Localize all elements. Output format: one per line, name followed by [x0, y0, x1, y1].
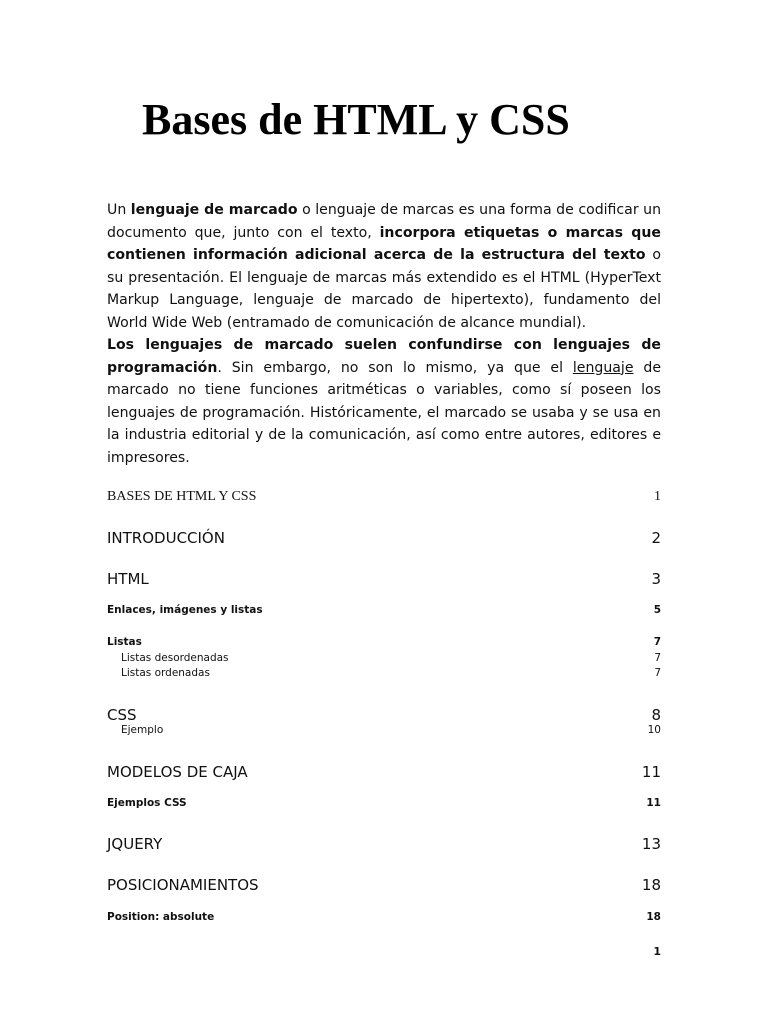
toc-entry-page: 2 — [651, 529, 661, 547]
document-title: Bases de HTML y CSS — [142, 95, 570, 144]
toc-entry-page: 18 — [646, 911, 661, 923]
toc-entry[interactable] — [107, 834, 661, 854]
toc-entry-label: POSICIONAMIENTOS — [107, 876, 259, 894]
toc-entry-page: 11 — [646, 797, 661, 809]
toc-entry[interactable] — [107, 723, 661, 738]
toc-entry-label: Enlaces, imágenes y listas — [107, 604, 263, 616]
toc-entry-page: 5 — [653, 604, 661, 616]
toc-entry[interactable] — [107, 666, 661, 681]
toc-entry[interactable] — [107, 487, 661, 507]
intro-bold-text: lenguaje de marcado — [130, 202, 298, 218]
toc-entry-page: 7 — [654, 667, 661, 679]
toc-entry-page: 10 — [647, 724, 661, 736]
toc-entry-page: 11 — [641, 763, 661, 781]
toc-entry-label: Position: absolute — [107, 911, 215, 923]
intro-bold-text: Los lenguajes de marcado suelen confundirse con lenguajes de programación — [107, 337, 661, 376]
toc-entry-label: Listas ordenadas — [121, 667, 210, 679]
toc-entry-label: INTRODUCCIÓN — [107, 529, 225, 547]
intro-text-run: o lenguaje de marcas es una forma de codificar un documento que, junto con el texto, — [107, 202, 661, 241]
toc-entry-label: Ejemplo — [121, 724, 164, 736]
intro-text-run: de marcado no tiene funciones aritméticas o variables, como sí poseen los lenguajes de programación. Históricamente, el marcado se usaba y se usa en la industria editorial y de la comunicación, así como entre autores, editores e impresores. — [107, 359, 661, 466]
toc-entry-page: 7 — [654, 652, 661, 664]
toc-entry[interactable] — [107, 528, 661, 548]
toc-entry[interactable] — [107, 603, 661, 618]
toc-entry[interactable] — [107, 910, 661, 925]
toc-entry-label: HTML — [107, 570, 149, 588]
toc-entry-label: Listas — [107, 636, 142, 648]
toc-entry-label: MODELOS DE CAJA — [107, 763, 248, 781]
toc-entry-page: 1 — [654, 489, 661, 504]
intro-text — [107, 199, 661, 469]
toc-entry[interactable] — [107, 705, 661, 725]
toc-entry-page: 7 — [653, 636, 661, 648]
toc-entry-label: Listas desordenadas — [121, 652, 229, 664]
toc-entry-label: Ejemplos CSS — [107, 797, 187, 809]
toc-entry[interactable] — [107, 651, 661, 666]
toc-entry[interactable] — [107, 569, 661, 589]
toc-entry[interactable] — [107, 796, 661, 811]
toc-entry-page: 18 — [641, 876, 661, 894]
toc-entry-label: CSS — [107, 706, 137, 724]
intro-link-text: lenguaje — [572, 359, 634, 376]
intro-text-run: o su presentación. El lenguaje de marcas más extendido es el HTML (HyperText Markup Language, lenguaje de marcado de hipertexto), fundamento del World Wide Web (entramado de comunicación de alcance mundial). — [107, 247, 661, 331]
intro-bold-text: incorpora etiquetas o marcas que contienen información adicional acerca de la estructura del texto — [107, 224, 661, 263]
intro-text-run: . Sin embargo, no son lo mismo, ya que el — [217, 359, 573, 376]
toc-entry-page: 13 — [641, 835, 661, 853]
toc-entry-label: JQUERY — [107, 835, 163, 853]
toc-entry[interactable] — [107, 762, 661, 782]
toc-entry-label: BASES DE HTML Y CSS — [107, 489, 257, 504]
intro-text-run: Un — [107, 202, 131, 218]
intro-paragraph-1 — [107, 199, 661, 334]
page-number: 1 — [653, 945, 661, 958]
toc-entry[interactable] — [107, 635, 661, 650]
toc-entry[interactable] — [107, 875, 661, 895]
toc-entry-page: 8 — [651, 706, 661, 724]
toc-entry-page: 3 — [651, 570, 661, 588]
intro-paragraph-2 — [107, 334, 661, 469]
